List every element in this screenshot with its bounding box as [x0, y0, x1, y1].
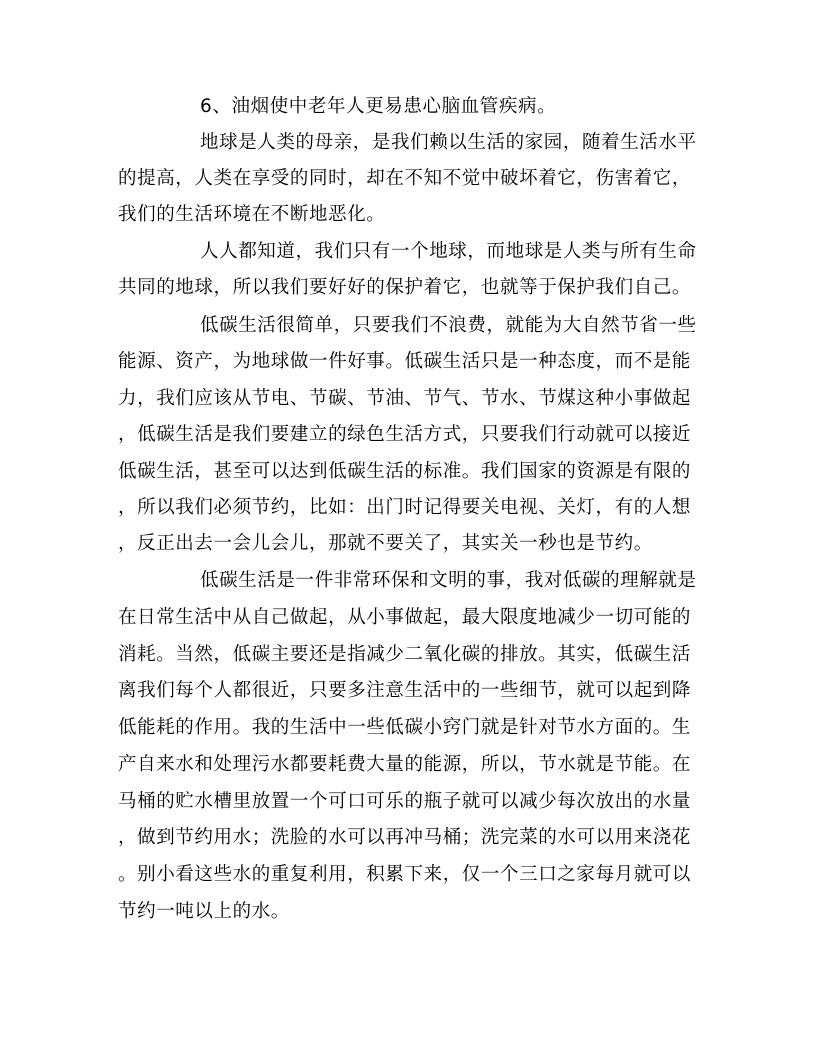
text-line: 。别小看这些水的重复利用，积累下来，仅一个三口之家每月就可以: [118, 864, 692, 885]
text-line: 力，我们应该从节电、节碳、节油、节气、节水、节煤这种小事做起: [118, 388, 692, 409]
text-line: ，所以我们必须节约，比如：出门时记得要关电视、关灯，有的人想: [118, 497, 692, 518]
text-line: ，做到节约用水；洗脸的水可以再冲马桶；洗完菜的水可以用来浇花: [118, 827, 692, 848]
text-line: 马桶的贮水槽里放置一个可口可乐的瓶子就可以减少每次放出的水量: [118, 791, 692, 812]
text-line: 节约一吨以上的水。: [118, 901, 290, 922]
text-line: ，反正出去一会儿会儿，那就不要关了，其实关一秒也是节约。: [118, 533, 653, 554]
text-line: 低碳生活很简单，只要我们不浪费，就能为大自然节省一些: [200, 315, 697, 336]
text-line: 6、油烟使中老年人更易患心脑血管疾病。: [200, 96, 557, 117]
text-line: 离我们每个人都很近，只要多注意生活中的一些细节，就可以起到降: [118, 680, 692, 701]
text-line: 的提高，人类在享受的同时，却在不知不觉中破坏着它，伤害着它，: [118, 168, 692, 189]
text-line: ，低碳生活是我们要建立的绿色生活方式，只要我们行动就可以接近: [118, 424, 692, 445]
text-line: 能源、资产，为地球做一件好事。低碳生活只是一种态度，而不是能: [118, 351, 692, 372]
text-line: 地球是人类的母亲，是我们赖以生活的家园，随着生活水平: [200, 132, 697, 153]
text-line: 消耗。当然，低碳主要还是指减少二氧化碳的排放。其实，低碳生活: [118, 644, 692, 665]
text-line: 我们的生活环境在不断地恶化。: [118, 204, 386, 225]
text-line: 在日常生活中从自己做起，从小事做起，最大限度地减少一切可能的: [118, 607, 692, 628]
text-line: 产自来水和处理污水都要耗费大量的能源，所以，节水就是节能。在: [118, 754, 692, 775]
text-line: 低能耗的作用。我的生活中一些低碳小窍门就是针对节水方面的。生: [118, 717, 692, 738]
text-line: 人人都知道，我们只有一个地球，而地球是人类与所有生命: [200, 241, 697, 262]
text-line: 共同的地球，所以我们要好好的保护着它，也就等于保护我们自己。: [118, 277, 692, 298]
text-line: 低碳生活是一件非常环保和文明的事，我对低碳的理解就是: [200, 570, 697, 591]
text-line: 低碳生活，甚至可以达到低碳生活的标准。我们国家的资源是有限的: [118, 461, 692, 482]
